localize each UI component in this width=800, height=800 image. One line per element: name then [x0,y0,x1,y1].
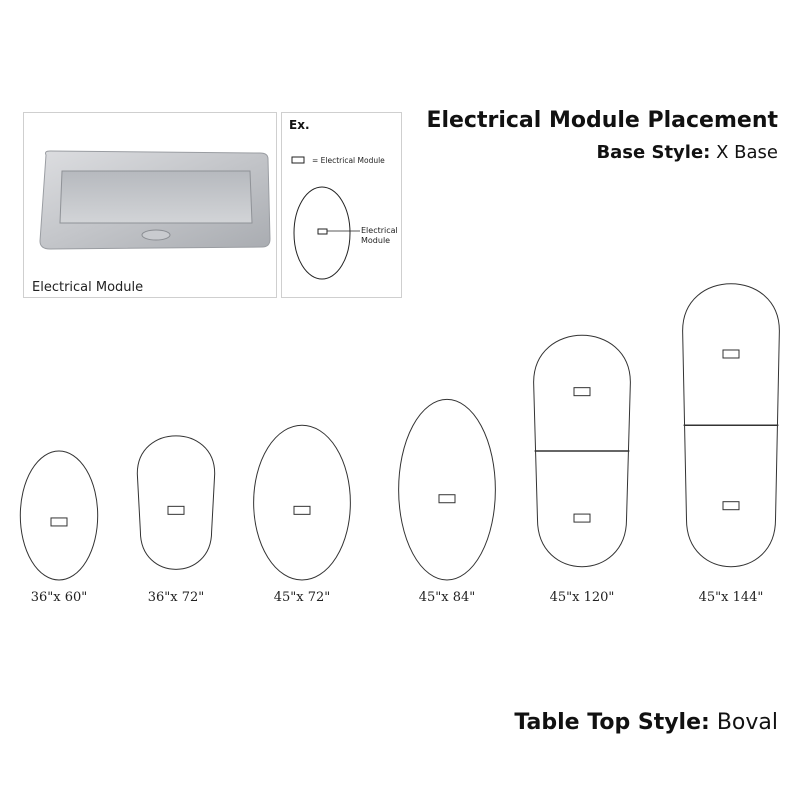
module-icon-1 [168,506,184,514]
module-icon-0 [51,518,67,526]
table-size-label: 36"x 72" [147,590,205,605]
photo-caption: Electrical Module [32,280,144,295]
table-outline-3 [399,399,496,580]
table-size-label: 45"x 84" [418,590,476,605]
module-icon-5-1 [723,502,739,510]
module-icon-3 [439,495,455,503]
table-outline-2 [254,425,351,580]
base-style-label: Base Style: [596,142,711,163]
table-size-label: 45"x 120" [549,590,615,605]
table-outline-0 [20,451,97,580]
table-top-style-label: Table Top Style: [514,710,710,735]
callout-line1: Electrical [361,226,398,235]
base-style-value: X Base [716,142,778,163]
module-icon-2 [294,506,310,514]
table-size-label: 36"x 60" [30,590,88,605]
module-icon-5-0 [723,350,739,358]
module-icon-4-0 [574,388,590,396]
table-size-label: 45"x 72" [273,590,331,605]
example-heading: Ex. [289,118,310,132]
module-icon-4-1 [574,514,590,522]
legend-text: = Electrical Module [312,156,385,165]
table-top-style [514,710,778,735]
callout-line2: Module [361,236,391,245]
table-outline-1 [137,436,214,570]
page-title: Electrical Module Placement [426,108,778,133]
table-size-label: 45"x 144" [698,590,764,605]
table-top-style-value: Boval [716,710,778,735]
